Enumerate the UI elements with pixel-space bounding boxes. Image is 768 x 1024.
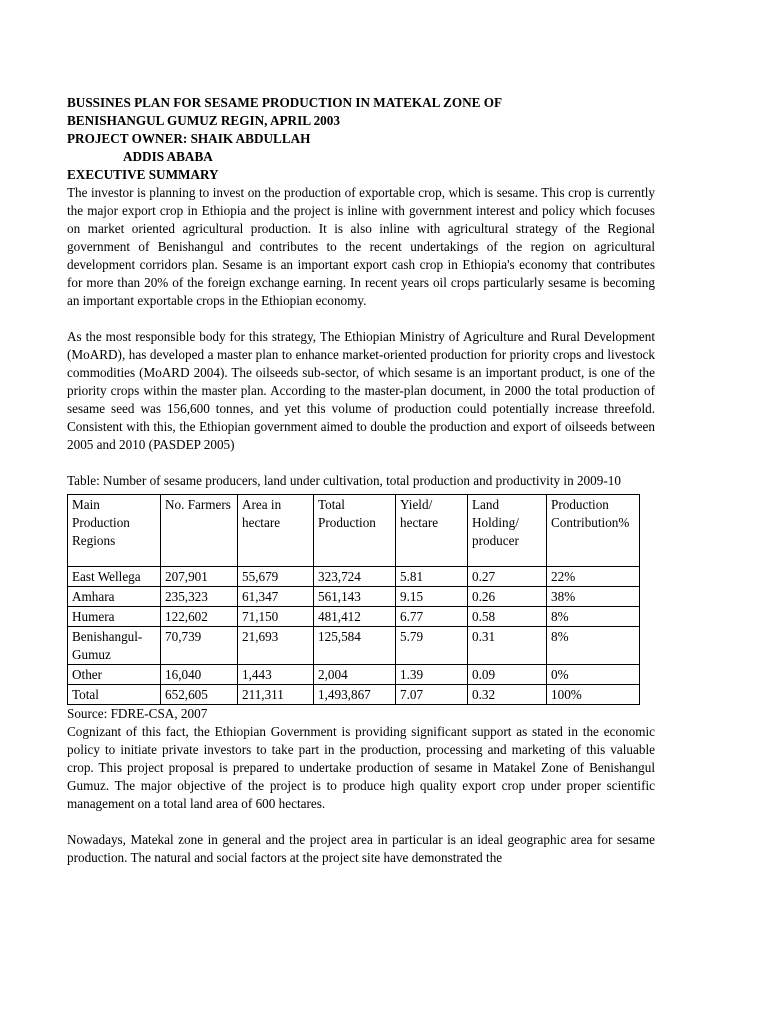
table-cell: 207,901 [161, 567, 238, 587]
table-cell: 38% [547, 587, 640, 607]
table-cell: 0.58 [468, 607, 547, 627]
table-cell: East Wellega [68, 567, 161, 587]
table-cell: 71,150 [238, 607, 314, 627]
table-row [68, 567, 640, 587]
table-cell: 55,679 [238, 567, 314, 587]
sesame-production-table [67, 494, 640, 705]
table-cell: Other [68, 665, 161, 685]
project-owner: PROJECT OWNER: SHAIK ABDULLAH [67, 131, 311, 146]
table-source: Source: FDRE-CSA, 2007 [67, 706, 208, 721]
table-cell: 61,347 [238, 587, 314, 607]
table-cell: 21,693 [238, 627, 314, 665]
table-row [68, 627, 640, 665]
table-cell: Total [68, 685, 161, 705]
paragraph-project-area: Nowadays, Matekal zone in general and the project area in particular is an ideal geographic area for sesame production. The natural and social factors at the project site have demonstrated the [67, 832, 655, 865]
document-body [67, 94, 655, 867]
location-line: ADDIS ABABA [123, 149, 213, 164]
table-cell: 16,040 [161, 665, 238, 685]
table-cell: 1,493,867 [314, 685, 396, 705]
table-cell: Benishangul-Gumuz [68, 627, 161, 665]
header-cell: Main Production Regions [68, 495, 161, 567]
table-cell: 70,739 [161, 627, 238, 665]
table-cell: 122,602 [161, 607, 238, 627]
paragraph-government-support: Cognizant of this fact, the Ethiopian Government is providing significant support as stated in the economic policy to initiate private investors to take part in the production, processing and marketing of this valuable crop. This project proposal is prepared to undertake production of sesame in Matakel Zone of Benishangul Gumuz. The major objective of the project is to produce high quality export crop under proper scientific management on a total land area of 600 hectares. [67, 724, 655, 811]
table-cell: 0.27 [468, 567, 547, 587]
table-cell: 5.81 [396, 567, 468, 587]
header-cell: Yield/ hectare [396, 495, 468, 567]
header-cell: Production Contribution% [547, 495, 640, 567]
table-cell: 561,143 [314, 587, 396, 607]
header-cell: Land Holding/ producer [468, 495, 547, 567]
paragraph-moard: As the most responsible body for this strategy, The Ethiopian Ministry of Agriculture and Rural Development (MoARD), has developed a master plan to enhance market-oriented production for priority crops and livestock commodities (MoARD 2004). The oilseeds sub-sector, of which sesame is an important product, is one of the priority crops within the master plan. According to the master-plan document, in 2000 the total production of sesame seed was 156,600 tonnes, and yet this volume of production could potentially increase threefold. Consistent with this, the Ethiopian government aimed to double the production and export of oilseeds between 2005 and 2010 (PASDEP 2005) [67, 329, 655, 452]
table-cell: 235,323 [161, 587, 238, 607]
table-cell: 652,605 [161, 685, 238, 705]
header-area-text: Area in hectare [242, 497, 282, 530]
table-row-total [68, 685, 640, 705]
table-cell: 5.79 [396, 627, 468, 665]
table-cell: 9.15 [396, 587, 468, 607]
table-caption: Table: Number of sesame producers, land under cultivation, total production and productivity in 2009-10 [67, 473, 621, 488]
table-cell: 481,412 [314, 607, 396, 627]
table-cell: 7.07 [396, 685, 468, 705]
header-cell [238, 495, 314, 567]
table-cell: 211,311 [238, 685, 314, 705]
table-cell: 1,443 [238, 665, 314, 685]
table-cell: Amhara [68, 587, 161, 607]
table-cell: Humera [68, 607, 161, 627]
table-header-row [68, 495, 640, 567]
table-cell: 0.09 [468, 665, 547, 685]
table-cell: 2,004 [314, 665, 396, 685]
table-cell: 8% [547, 627, 640, 665]
table-row [68, 665, 640, 685]
header-cell: Total Production [314, 495, 396, 567]
table-cell: 1.39 [396, 665, 468, 685]
table-row [68, 607, 640, 627]
header-cell: No. Farmers [161, 495, 238, 567]
table-cell: 125,584 [314, 627, 396, 665]
table-cell: 0.26 [468, 587, 547, 607]
title-line-1: BUSSINES PLAN FOR SESAME PRODUCTION IN MATEKAL ZONE OF [67, 95, 503, 110]
table-cell: 22% [547, 567, 640, 587]
table-cell: 323,724 [314, 567, 396, 587]
paragraph-intro: The investor is planning to invest on the production of exportable crop, which is sesame. This crop is currently the major export crop in Ethiopia and the project is inline with government interest and policy which focuses on market oriented agricultural production. It is also inline with agricultural strategy of the Regional government of Benishangul and contributes to the recent undertakings of the region on agricultural development corridors plan. Sesame is an important export cash crop in Ethiopia's economy that contributes for more than 20% of the foreign exchange earning. In recent years oil crops particularly sesame is becoming an important exportable crops in the Ethiopian economy. [67, 185, 655, 308]
table-row [68, 587, 640, 607]
table-cell: 0.31 [468, 627, 547, 665]
table-cell: 0% [547, 665, 640, 685]
table-cell: 0.32 [468, 685, 547, 705]
section-heading-executive-summary: EXECUTIVE SUMMARY [67, 167, 219, 182]
title-line-2: BENISHANGUL GUMUZ REGIN, APRIL 2003 [67, 113, 340, 128]
table-cell: 100% [547, 685, 640, 705]
table-cell: 8% [547, 607, 640, 627]
table-cell: 6.77 [396, 607, 468, 627]
